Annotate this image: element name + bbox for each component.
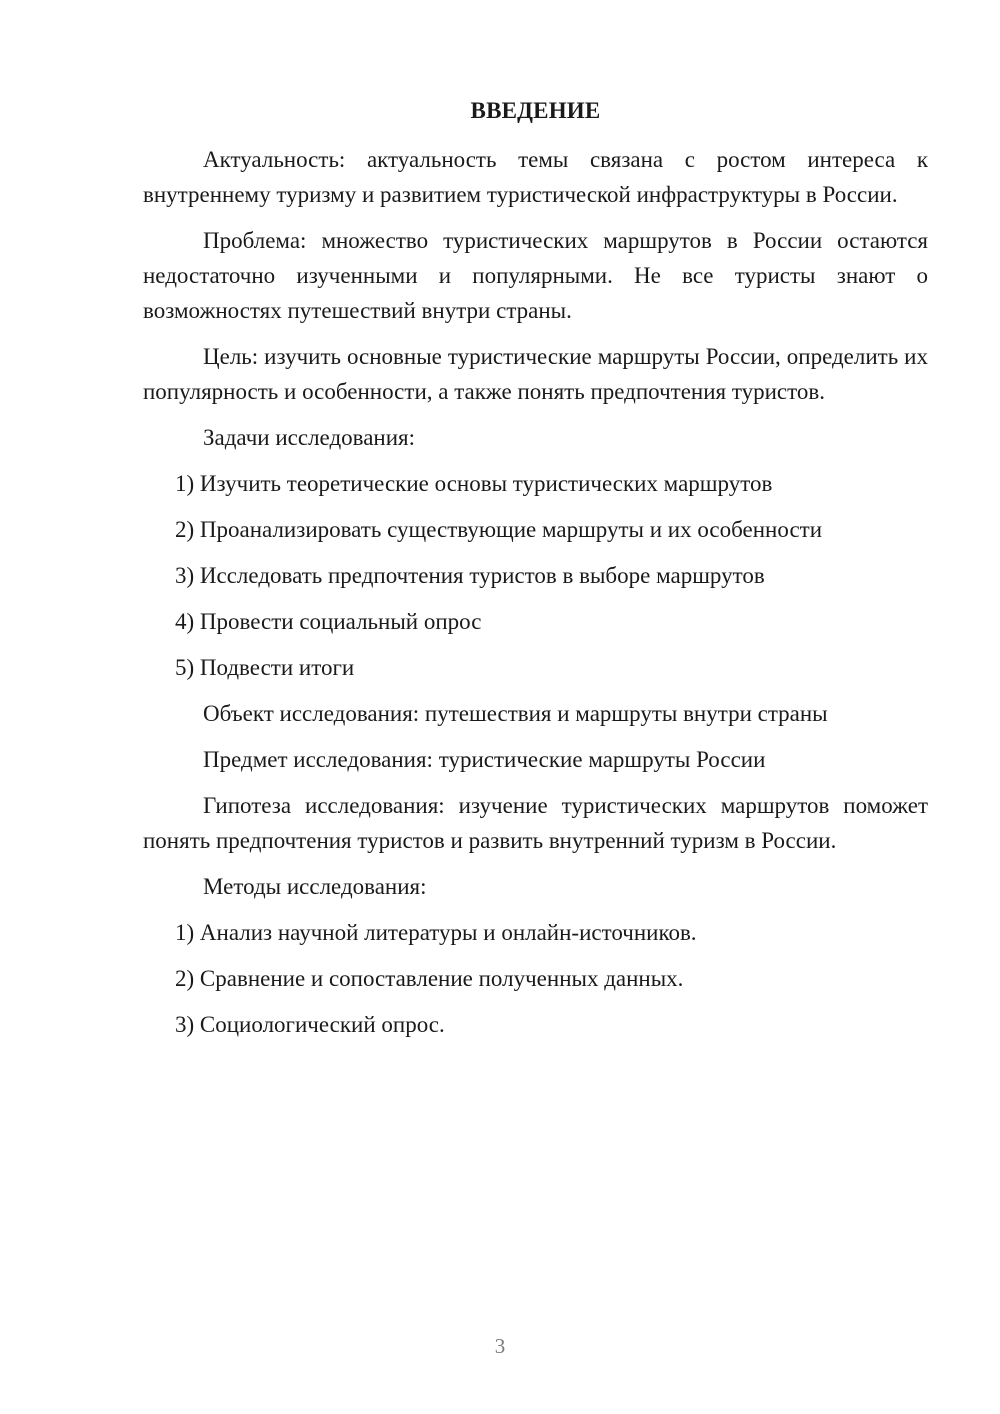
document-page — [143, 94, 928, 1053]
task-item: 4) Провести социальный опрос — [175, 609, 482, 634]
research-subject: Предмет исследования: туристические маршруты России — [203, 747, 766, 772]
task-item: 5) Подвести итоги — [175, 655, 355, 680]
relevance-paragraph: Актуальность: актуальность темы связана с ростом интереса к внутреннему туризму и развитием туристической инфраструктуры в России. — [143, 147, 928, 207]
page-number: 3 — [494, 1334, 506, 1358]
tasks-title: Задачи исследования: — [203, 425, 416, 450]
problem-paragraph: Проблема: множество туристических маршрутов в России остаются недостаточно изученными и популярными. Не все туристы знают о возможностях путешествий внутри страны. — [143, 228, 928, 323]
methods-title: Методы исследования: — [203, 874, 427, 899]
hypothesis-paragraph: Гипотеза исследования: изучение туристических маршрутов поможет понять предпочтения туристов и развить внутренний туризм в России. — [143, 793, 928, 853]
method-item: 2) Сравнение и сопоставление полученных данных. — [175, 966, 684, 991]
section-heading: ВВЕДЕНИЕ — [470, 98, 601, 123]
task-item: 3) Исследовать предпочтения туристов в выборе маршрутов — [175, 563, 765, 588]
goal-paragraph: Цель: изучить основные туристические маршруты России, определить их популярность и особенности, а также понять предпочтения туристов. — [143, 344, 928, 404]
research-object: Объект исследования: путешествия и маршруты внутри страны — [203, 701, 828, 726]
method-item: 3) Социологический опрос. — [175, 1012, 445, 1037]
method-item: 1) Анализ научной литературы и онлайн-источников. — [175, 920, 697, 945]
task-item: 2) Проанализировать существующие маршруты и их особенности — [175, 517, 823, 542]
task-item: 1) Изучить теоретические основы туристических маршрутов — [175, 471, 773, 496]
